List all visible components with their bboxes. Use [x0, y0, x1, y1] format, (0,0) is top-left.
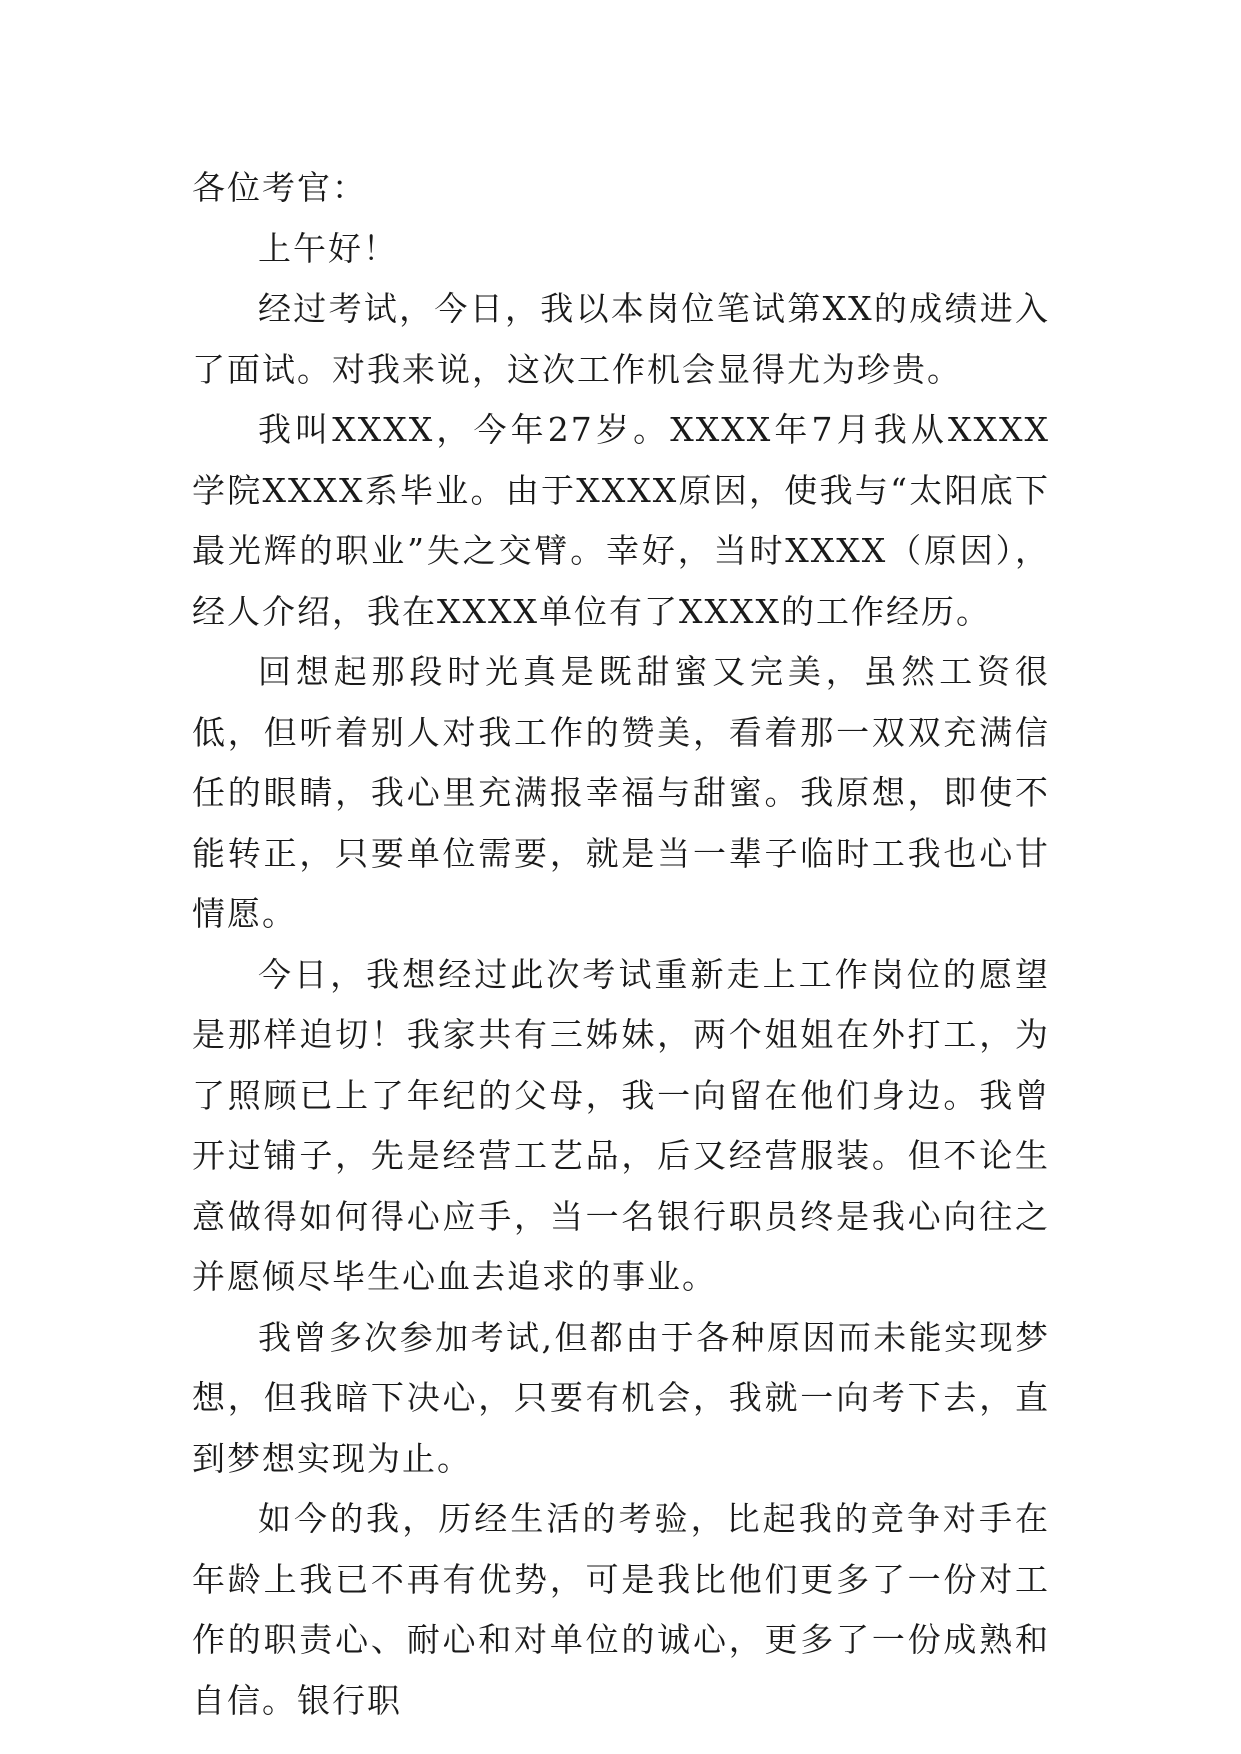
paragraph-determination: 我曾多次参加考试,但都由于各种原因而未能实现梦想，但我暗下决心，只要有机会，我就一向考下去，直到梦想实现为止。	[192, 1317, 1050, 1478]
paragraph-exam-result: 经过考试，今日，我以本岗位笔试第XX的成绩进入了面试。对我来说，这次工作机会显得尤为珍贵。	[192, 289, 1050, 389]
paragraph-introduction: 我叫XXXX，今年27岁。XXXX年7月我从XXXX学院XXXX系毕业。由于XXXX原因，使我与“太阳底下最光辉的职业”失之交臂。幸好，当时XXXX（原因），经人介绍，我在XXXX单位有了XXXX的工作经历。	[192, 410, 1050, 631]
paragraph-experience: 如今的我，历经生活的考验，比起我的竞争对手在年龄上我已不再有优势，可是我比他们更多了一份对工作的职责心、耐心和对单位的诚心，更多了一份成熟和自信。银行职	[192, 1499, 1050, 1720]
paragraph-greeting: 上午好！	[258, 228, 398, 268]
salutation: 各位考官：	[192, 168, 367, 207]
letter-body	[192, 158, 1050, 1731]
paragraph-memories: 回想起那段时光真是既甜蜜又完美，虽然工资很低，但听着别人对我工作的赞美，看着那一双双充满信任的眼睛，我心里充满报幸福与甜蜜。我原想，即使不能转正，只要单位需要，就是当一辈子临时工我也心甘情愿。	[192, 652, 1050, 933]
paragraph-aspiration: 今日，我想经过此次考试重新走上工作岗位的愿望是那样迫切！我家共有三姊妹，两个姐姐在外打工，为了照顾已上了年纪的父母，我一向留在他们身边。我曾开过铺子，先是经营工艺品，后又经营服装。但不论生意做得如何得心应手，当一名银行职员终是我心向往之并愿倾尽毕生心血去追求的事业。	[192, 954, 1050, 1296]
